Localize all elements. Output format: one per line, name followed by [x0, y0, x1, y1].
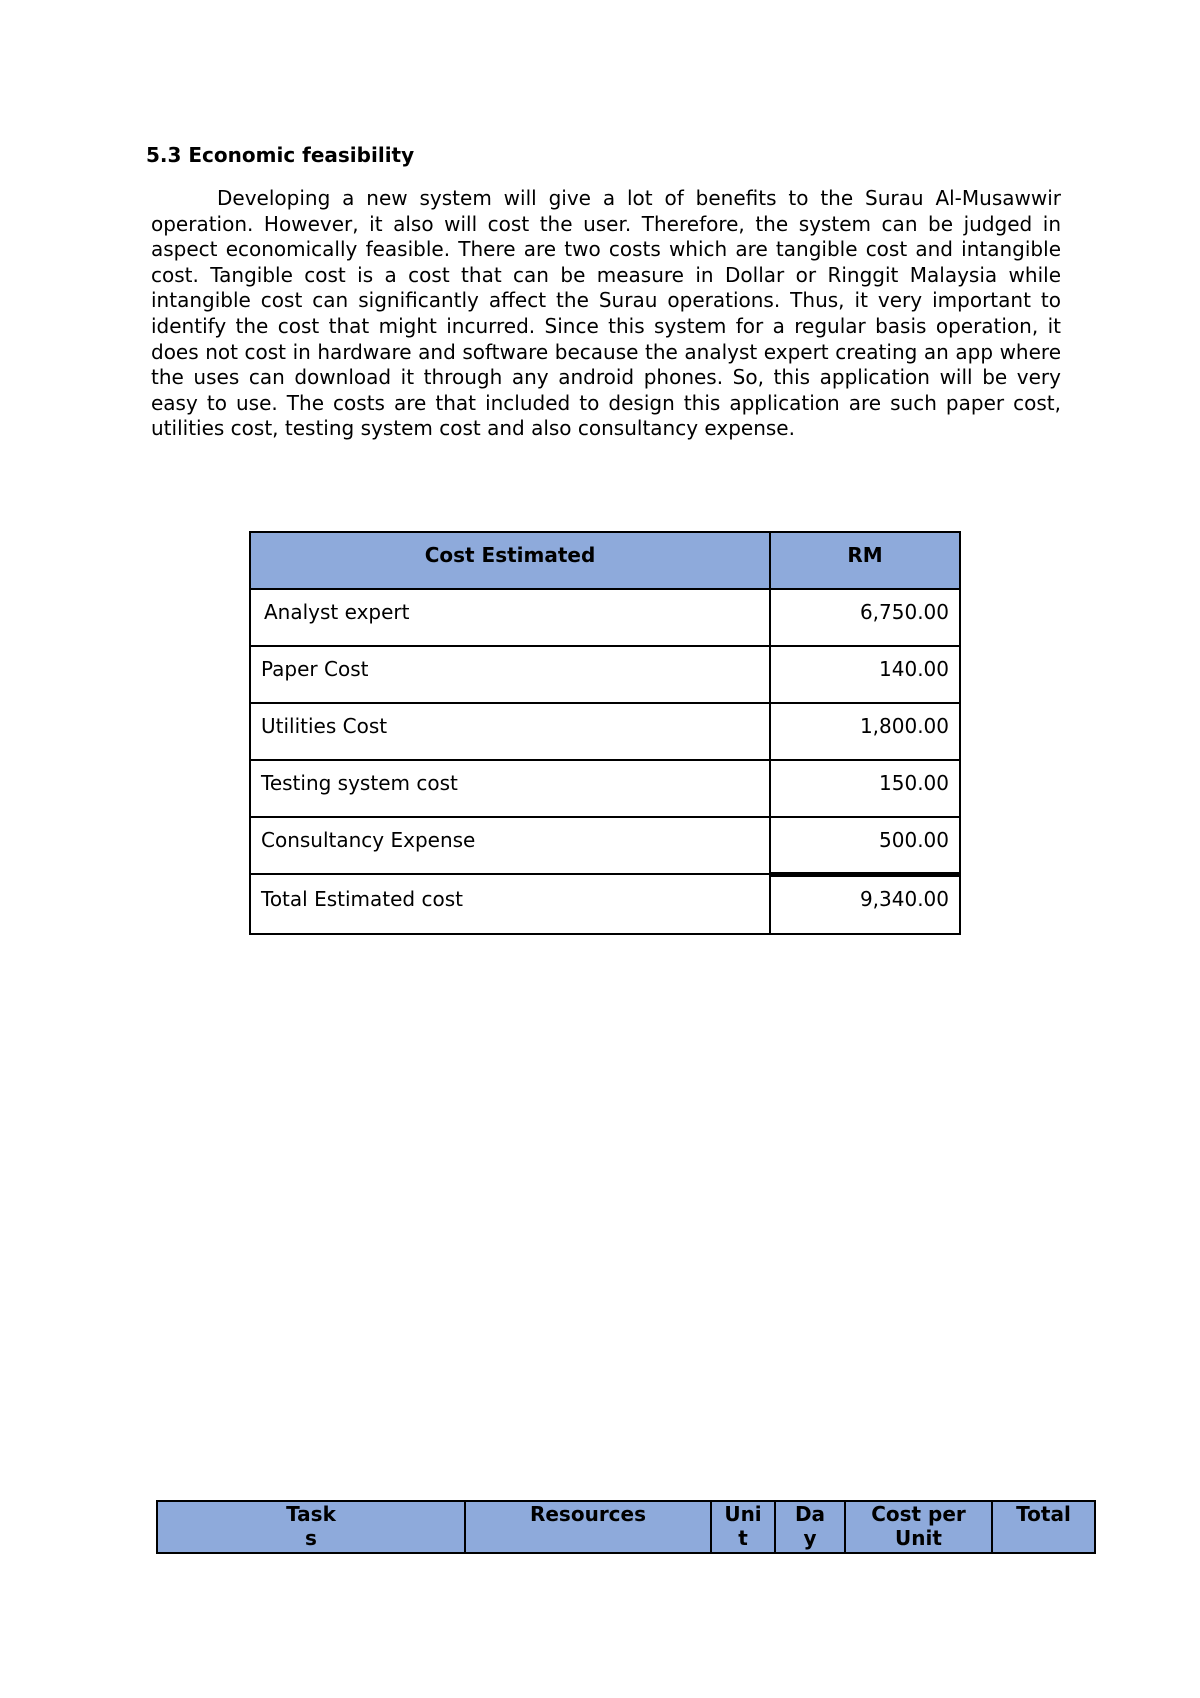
cost-amount: 500.00 [770, 817, 960, 874]
total-amount: 9,340.00 [770, 874, 960, 934]
table-row [250, 817, 960, 874]
header-line: s [305, 1526, 317, 1550]
cost-amount: 1,800.00 [770, 703, 960, 760]
table-row [250, 589, 960, 646]
column-header-rm: RM [770, 532, 960, 589]
cost-table-header-row [250, 532, 960, 589]
header-line: y [803, 1526, 817, 1550]
header-line: Unit [895, 1526, 942, 1550]
header-line: Uni [724, 1502, 762, 1526]
table-row [250, 703, 960, 760]
task-table-header-row [157, 1501, 1095, 1553]
cost-item: Analyst expert [250, 589, 770, 646]
column-header-cost-per-unit [845, 1501, 992, 1553]
section-paragraph [151, 186, 1061, 442]
header-line: t [738, 1526, 748, 1550]
cost-item: Utilities Cost [250, 703, 770, 760]
table-row [250, 646, 960, 703]
cost-item: Consultancy Expense [250, 817, 770, 874]
header-line: Da [794, 1502, 826, 1526]
task-resource-table [156, 1500, 1096, 1554]
paragraph-text: Developing a new system will give a lot of benefits to the Surau Al-Musawwir operation. However, it also will cost the user. Therefore, the system can be judged in aspect economically feasible. There are two costs which are tangible cost and intangible cost. Tangible cost is a cost that can be measure in Dollar or Ringgit Malaysia while intangible cost can significantly affect the Surau operations. Thus, it very important to identify the cost that might incurred. Since this system for a regular basis operation, it does not cost in hardware and software because the analyst expert creating an app where the uses can download it through any android phones. So, this application will be very easy to use. The costs are that included to design this application are such paper cost, utilities cost, testing system cost and also consultancy expense. [151, 186, 1061, 441]
cost-item: Testing system cost [250, 760, 770, 817]
cost-item: Paper Cost [250, 646, 770, 703]
header-line: Task [286, 1502, 336, 1526]
column-header-unit [711, 1501, 775, 1553]
total-row [250, 874, 960, 934]
cost-amount: 6,750.00 [770, 589, 960, 646]
section-heading: 5.3 Economic feasibility [146, 143, 415, 167]
cost-amount: 140.00 [770, 646, 960, 703]
column-header-day [775, 1501, 845, 1553]
header-line: Cost per [871, 1502, 966, 1526]
column-header-resources [465, 1501, 711, 1553]
header-line: Total [1016, 1502, 1071, 1526]
header-line: Resources [529, 1502, 647, 1526]
column-header-total [992, 1501, 1095, 1553]
column-header-tasks [157, 1501, 465, 1553]
cost-estimate-table [249, 531, 961, 935]
table-row [250, 760, 960, 817]
column-header-cost-estimated: Cost Estimated [250, 532, 770, 589]
cost-amount: 150.00 [770, 760, 960, 817]
total-label: Total Estimated cost [250, 874, 770, 934]
